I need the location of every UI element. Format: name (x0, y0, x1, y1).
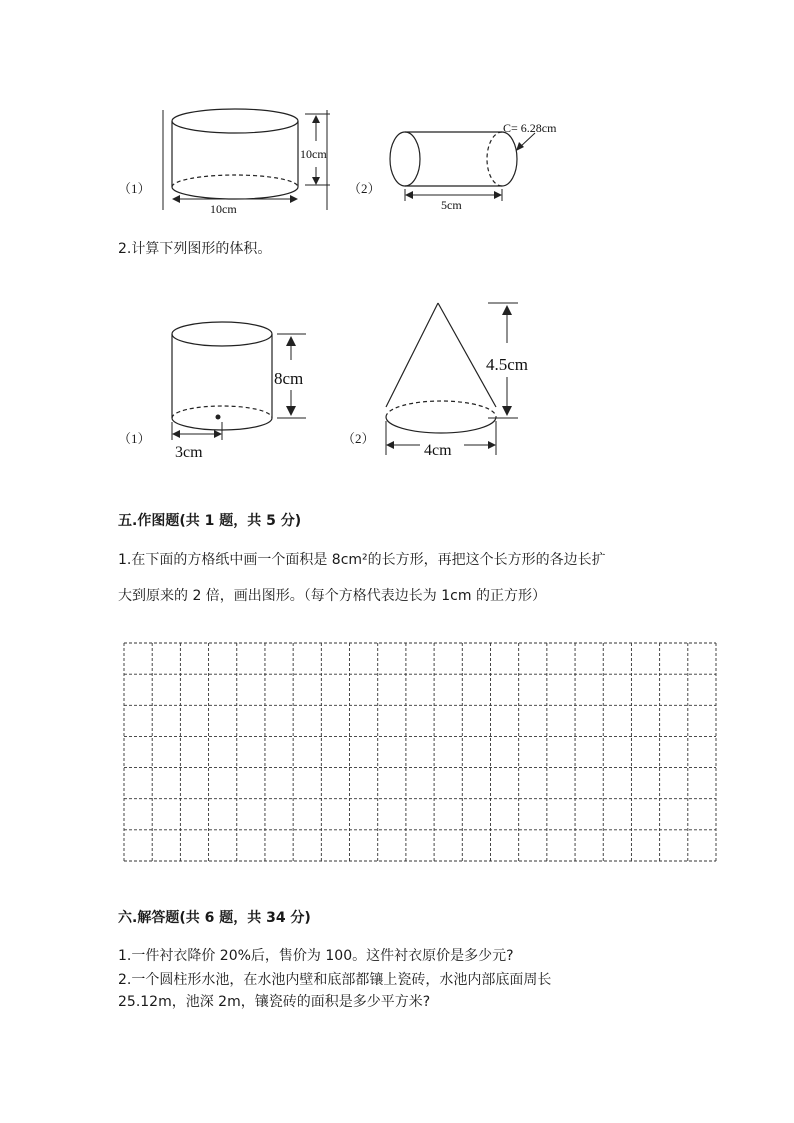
figure-label-top-2: （2） (348, 181, 381, 196)
grid-paper[interactable] (123, 642, 717, 866)
figure-label-mid-1: （1） (118, 431, 151, 446)
circumference-label: C= 6.28cm (503, 121, 557, 135)
diameter-label-mid-2: 4cm (424, 442, 452, 459)
height-label-mid-1: 8cm (274, 369, 304, 388)
question-2-text: 2.计算下列图形的体积。 (118, 241, 272, 257)
section-5-title: 五.作图题(共 1 题，共 5 分) (118, 513, 302, 529)
section-5-q1-line2: 大到原来的 2 倍，画出图形。（每个方格代表边长为 1cm 的正方形） (118, 588, 546, 604)
section-6-q2-line2: 25.12m，池深 2m，镶瓷砖的面积是多少平方米? (118, 994, 431, 1010)
width-label-top-1: 10cm (210, 202, 237, 216)
section-5-q1-line1: 1.在下面的方格纸中画一个面积是 8cm²的长方形，再把这个长方形的各边长扩 (118, 552, 606, 568)
cylinder-figure-top-2 (385, 115, 575, 215)
figure-label-mid-2: （2） (342, 431, 375, 446)
cylinder-figure-mid-1 (160, 318, 320, 463)
section-6-q1: 1.一件衬衣降价 20%后，售价为 100。这件衬衣原价是多少元? (118, 948, 514, 964)
length-label-top-2: 5cm (441, 198, 462, 212)
radius-label-mid-1: 3cm (175, 444, 203, 461)
grid-paper-drawing (123, 642, 717, 862)
cone-figure-mid-2 (378, 295, 548, 465)
figure-label-top-1: （1） (118, 181, 151, 196)
section-6-q2-line1: 2.一个圆柱形水池，在水池内壁和底部都镶上瓷砖，水池内部底面周长 (118, 972, 552, 988)
height-label-mid-2: 4.5cm (486, 355, 529, 374)
height-label-top-1: 10cm (300, 147, 327, 161)
section-6-title: 六.解答题(共 6 题，共 34 分) (118, 910, 311, 926)
cylinder-figure-top-1 (160, 105, 340, 220)
